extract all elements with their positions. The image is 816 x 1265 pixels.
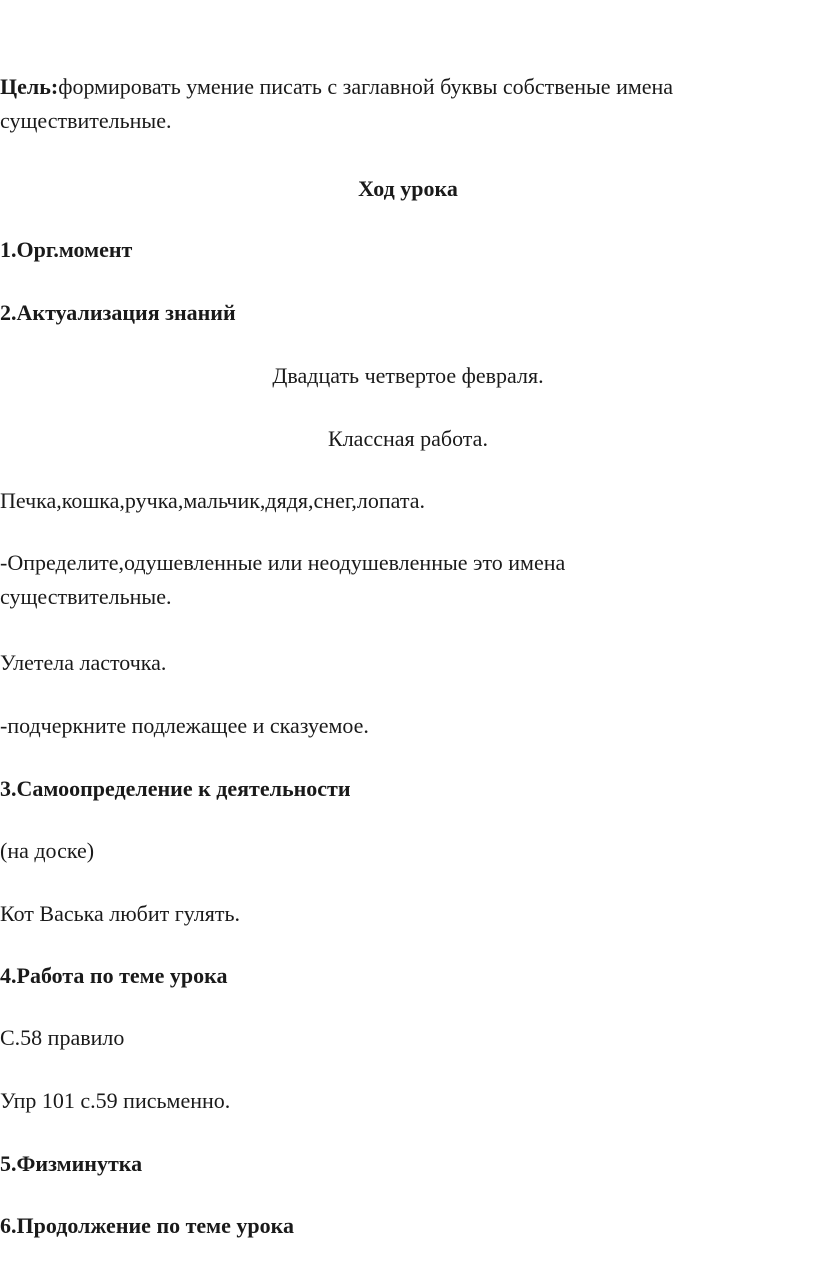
on-board-note: (на доске)	[0, 838, 95, 863]
section-heading-actualization: 2.Актуализация знаний	[0, 300, 236, 325]
board-sentence: Кот Васька любит гулять.	[0, 901, 241, 926]
section-heading-self-determination: 3.Самоопределение к деятельности	[0, 776, 351, 801]
section-heading-org: 1.Орг.момент	[0, 237, 133, 262]
exercise-reference: Упр 101 с.59 письменно.	[0, 1088, 231, 1113]
task-animate: -Определите,одушевленные или неодушевленные это имена существительные.	[0, 550, 566, 609]
section-heading-topic-work: 4.Работа по теме урока	[0, 963, 228, 988]
example-sentence: Улетела ласточка.	[0, 650, 167, 675]
task-underline: -подчеркните подлежащее и сказуемое.	[0, 713, 369, 738]
rule-reference: С.58 правило	[0, 1025, 125, 1050]
word-list: Печка,кошка,ручка,мальчик,дядя,снег,лопата.	[0, 488, 425, 513]
lesson-goal	[0, 70, 800, 138]
goal-text: формировать умение писать с заглавной буквы собственые имена существительные.	[0, 74, 674, 133]
classwork-line: Классная работа.	[328, 426, 488, 451]
lesson-heading: Ход урока	[358, 176, 458, 201]
goal-label: Цель:	[0, 74, 59, 99]
section-heading-physical-break: 5.Физминутка	[0, 1151, 143, 1176]
date-line: Двадцать четвертое февраля.	[272, 363, 544, 388]
section-heading-continuation: 6.Продолжение по теме урока	[0, 1213, 295, 1238]
